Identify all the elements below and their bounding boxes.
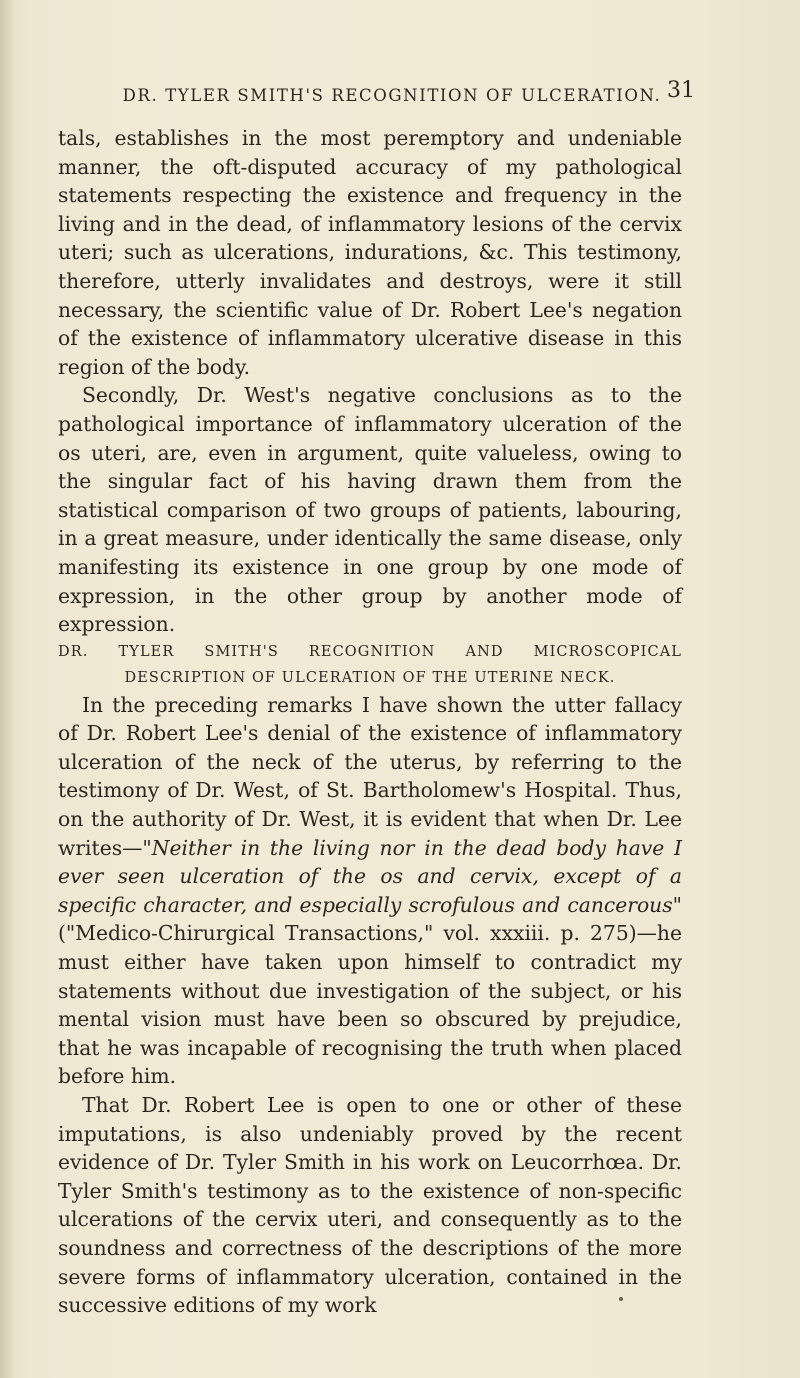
page-number: 31 [667, 78, 695, 103]
body-text [58, 124, 682, 1320]
paragraph-text: In the preceding remarks I have shown the utter fallacy of Dr. Robert Lee's denial of the existence of inflammatory ulceration of the neck of the uterus, by referring to the testimony of Dr. West, of St. Bartholomew's Hospital. Thus, on the authority of Dr. West, it is evident that when Dr. Lee writes—" [58, 692, 682, 860]
running-head: DR. TYLER SMITH'S RECOGNITION OF ULCERATION. [122, 86, 662, 105]
binding-shadow [0, 0, 14, 1378]
paragraph-text: " ("Medico-Chirurgical Transactions," vol. xxxiii. p. 275)—he must either have taken upon himself to contradict my statements without due investigation of the subject, or his mental vision must have been so obscured by prejudice, that he was incapable of recognising the truth when placed before him. [58, 892, 682, 1089]
paragraph-preceding-remarks [58, 691, 682, 1091]
paragraph-secondly: Secondly, Dr. West's negative conclusions as to the pathological importance of inflammatory ulceration of the os uteri, are, even in argument, quite valueless, owing to the singular fact of his having drawn them from the statistical comparison of two groups of patients, labouring, in a great measure, under identically the same disease, only manifesting its existence in one group by one mode of expression, in the other group by another mode of expression. [58, 383, 682, 637]
ink-speck [619, 1297, 623, 1301]
paragraph-continuation: tals, establishes in the most peremptory and undeniable manner, the oft-disputed accuracy of my pathological statements respecting the existence and frequency in the living and in the dead, of inflammatory lesions of the cervix uteri; such as ulcerations, indurations, &c. This testimony, therefore, utterly invalidates and destroys, were it still necessary, the scientific value of Dr. Robert Lee's negation of the existence of inflammatory ulcerative disease in this region of the body. [58, 126, 682, 379]
paragraph-imputations: That Dr. Robert Lee is open to one or other of these imputations, is also undeniably proved by the recent evidence of Dr. Tyler Smith in his work on Leucorrhœa. Dr. Tyler Smith's testimony as to the existence of non-specific ulcerations of the cervix uteri, and consequently as to the soundness and correctness of the descriptions of the more severe forms of inflammatory ulceration, contained in the successive editions of my work [58, 1093, 682, 1318]
section-heading: DR. TYLER SMITH'S RECOGNITION AND MICROSCOPICAL DESCRIPTION OF ULCERATION OF THE UTERINE NECK. [58, 643, 682, 686]
quotation-lee: Neither in the living nor in the dead body have I ever seen ulceration of the os and cervix, except of a specific character, and especially scrofulous and cancerous [58, 835, 682, 917]
